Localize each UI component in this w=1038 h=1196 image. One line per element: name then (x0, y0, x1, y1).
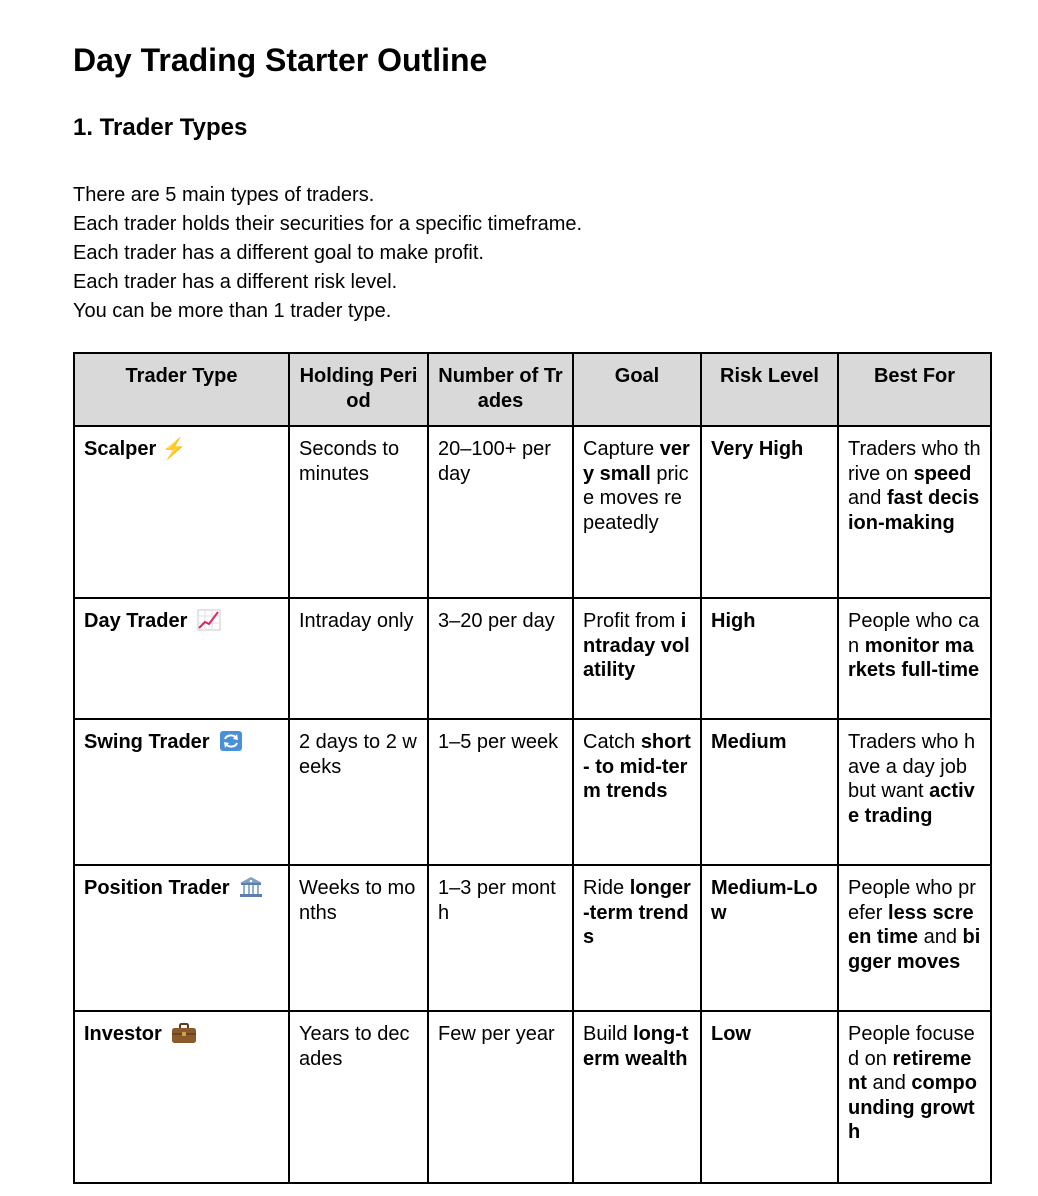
cell-best-for: Traders who thrive on speed and fast decision-making (838, 426, 991, 598)
cell-goal: Ride longer-term trends (573, 865, 701, 1011)
goal-emphasis: longer-term trends (583, 877, 691, 948)
trader-types-table (73, 352, 992, 1184)
cell-trader-type (74, 719, 289, 865)
best-for-emphasis: active trading (848, 780, 975, 827)
document-title: Day Trading Starter Outline (73, 42, 488, 78)
intro-line: Each trader has a different risk level. (73, 271, 398, 293)
cell-holding-period: Years to decades (289, 1011, 428, 1183)
bank-icon (235, 877, 263, 899)
table-row (74, 719, 991, 865)
header-goal: Goal (573, 353, 701, 426)
trader-type-name: Position Trader (84, 877, 230, 899)
best-for-emphasis: monitor markets full-time (848, 634, 980, 681)
lightning-icon: ⚡ (161, 438, 187, 460)
intro-line: Each trader holds their securities for a specific timeframe. (73, 213, 583, 235)
best-for-emphasis: fast decision-making (848, 487, 980, 534)
best-for-emphasis: retirement (848, 1047, 972, 1094)
best-for-emphasis: bigger moves (848, 926, 981, 973)
cell-holding-period: 2 days to 2 weeks (289, 719, 428, 865)
best-for-emphasis: less screen time (848, 901, 974, 948)
cell-number-of-trades: 1–5 per week (428, 719, 573, 865)
trader-type-name: Day Trader (84, 610, 188, 632)
header-holding-period: Holding Period (289, 353, 428, 426)
cell-goal: Profit from intraday volatility (573, 598, 701, 719)
swing-arrows-icon (215, 731, 243, 753)
cell-risk-level: High (701, 598, 838, 719)
cell-number-of-trades: 3–20 per day (428, 598, 573, 719)
cell-best-for: People focused on retirement and compounding growth (838, 1011, 991, 1183)
trader-type-name: Investor (84, 1023, 162, 1045)
cell-trader-type (74, 1011, 289, 1183)
goal-emphasis: long-term wealth (583, 1023, 689, 1070)
cell-risk-level: Low (701, 1011, 838, 1183)
cell-number-of-trades: Few per year (428, 1011, 573, 1183)
header-number-of-trades: Number of Trades (428, 353, 573, 426)
best-for-emphasis: compounding growth (848, 1072, 977, 1143)
cell-trader-type (74, 865, 289, 1011)
header-best-for: Best For (838, 353, 991, 426)
intro-line: There are 5 main types of traders. (73, 184, 375, 206)
cell-risk-level: Very High (701, 426, 838, 598)
intro-line: Each trader has a different goal to make profit. (73, 242, 484, 264)
cell-goal: Build long-term wealth (573, 1011, 701, 1183)
cell-goal: Catch short- to mid-term trends (573, 719, 701, 865)
cell-holding-period: Weeks to months (289, 865, 428, 1011)
intro-paragraph (73, 181, 582, 326)
goal-emphasis: intraday volatility (583, 610, 690, 681)
goal-emphasis: short- to mid-term trends (583, 731, 691, 802)
trader-type-name: Swing Trader (84, 731, 210, 753)
best-for-emphasis: speed (913, 462, 972, 485)
cell-risk-level: Medium-Low (701, 865, 838, 1011)
cell-risk-level: Medium (701, 719, 838, 865)
section-heading: 1. Trader Types (73, 114, 248, 141)
cell-best-for: People who prefer less screen time and bigger moves (838, 865, 991, 1011)
intro-line: You can be more than 1 trader type. (73, 300, 392, 322)
cell-best-for: People who can monitor markets full-time (838, 598, 991, 719)
cell-number-of-trades: 1–3 per month (428, 865, 573, 1011)
cell-trader-type (74, 598, 289, 719)
table-row (74, 426, 991, 598)
cell-goal: Capture very small price moves repeatedly (573, 426, 701, 598)
header-trader-type: Trader Type (74, 353, 289, 426)
table-row (74, 1011, 991, 1183)
cell-trader-type (74, 426, 289, 598)
table-row (74, 598, 991, 719)
cell-best-for: Traders who have a day job but want active trading (838, 719, 991, 865)
table-row (74, 865, 991, 1011)
cell-holding-period: Seconds to minutes (289, 426, 428, 598)
cell-holding-period: Intraday only (289, 598, 428, 719)
table-body (74, 426, 991, 1183)
header-risk-level: Risk Level (701, 353, 838, 426)
goal-emphasis: very small (583, 438, 690, 485)
trader-type-name: Scalper (84, 438, 157, 460)
chart-increasing-icon (193, 610, 221, 632)
cell-number-of-trades: 20–100+ per day (428, 426, 573, 598)
briefcase-icon (167, 1023, 197, 1045)
table-header-row (74, 353, 991, 426)
